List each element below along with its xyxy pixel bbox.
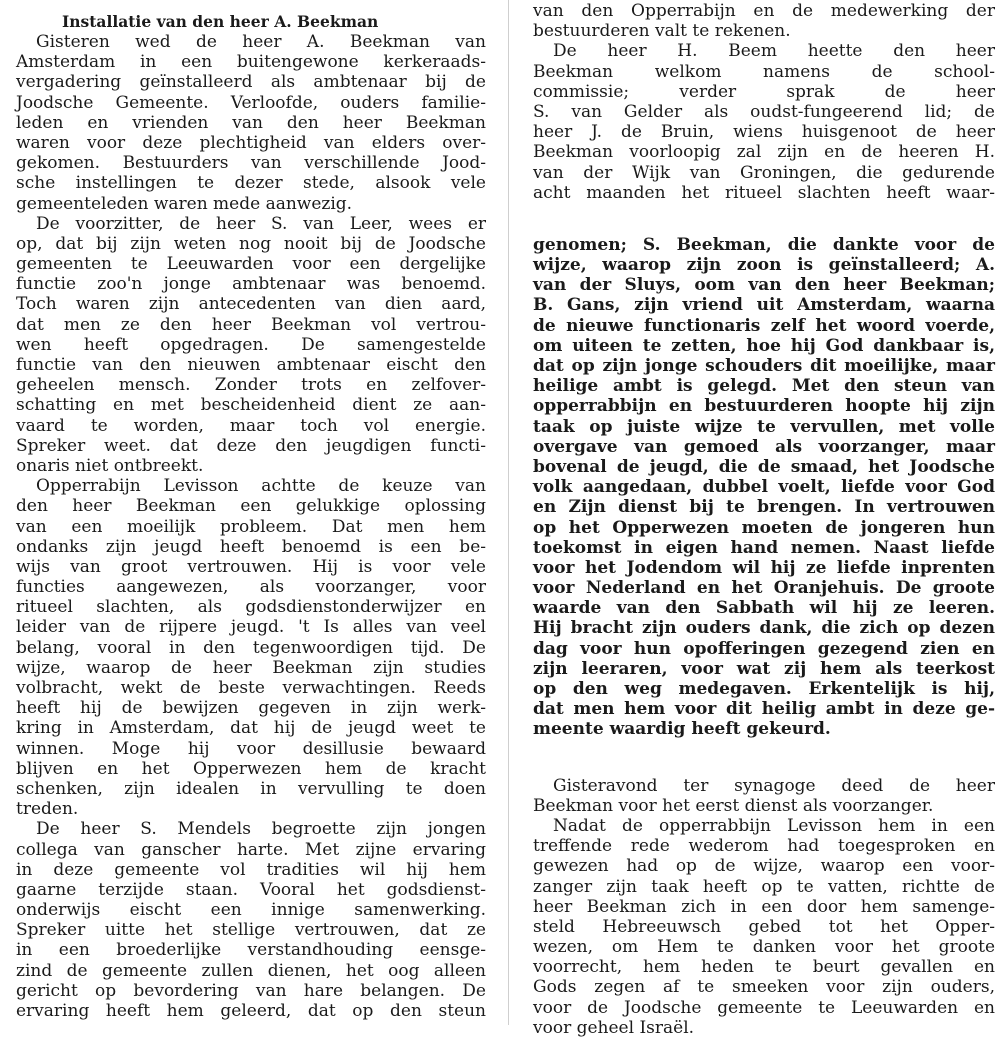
paragraph <box>16 819 486 1021</box>
text-line: schenken, zijn idealen in vervulling te doen <box>16 778 486 799</box>
text-line: zind de gemeente zullen dienen, het oog alleen <box>16 960 486 981</box>
text-line: acht maanden het ritueel slachten heeft waar- <box>533 182 995 203</box>
text-line: meente waardig heeft gekeurd. <box>533 719 831 740</box>
text-line: leden en vrienden van den heer Beekman <box>16 112 486 133</box>
text-line: functie van den nieuwen ambtenaar eischt den <box>16 355 486 375</box>
text-line: voor het Jodendom wil hij ze liefde inprenten <box>533 557 995 578</box>
text-line: collega van ganscher harte. Met zijne ervaring <box>16 839 486 860</box>
text-line: ondanks zijn jeugd heeft benoemd is een be- <box>16 536 486 557</box>
paragraph <box>533 816 995 1038</box>
text-line: blijven en het Opperwezen hem de kracht <box>16 758 486 779</box>
text-line: overgave van gemoed als voorzanger, maar <box>533 436 995 457</box>
text-line: in deze gemeente vol tradities wil hij hem <box>16 859 486 880</box>
text-line: toekomst in eigen hand nemen. Naast liefde <box>533 537 995 558</box>
paragraph <box>533 776 995 816</box>
text-line: op, dat bij zijn weten nog nooit bij de Joodsche <box>16 233 486 254</box>
right-column-bold-body <box>533 235 995 740</box>
text-line: om uiteen te zetten, hoe hij God dankbaar is, <box>533 335 995 356</box>
text-line: treden. <box>16 799 79 820</box>
text-line: volbracht, wekt de beste verwachtingen. Reeds <box>16 678 486 698</box>
text-line: in een broederlijke verstandhouding eensge- <box>16 940 486 961</box>
text-line: dat men hem voor dit heilig ambt in deze ge- <box>533 699 995 720</box>
text-line: zanger zijn taak heeft op te vatten, richtte de <box>533 876 995 897</box>
text-line: leider van de rijpere jeugd. 't Is alles van veel <box>16 617 486 638</box>
text-line: wijze, waarop de heer Beekman zijn studies <box>16 657 486 678</box>
text-line: voor de Joodsche gemeente te Leeuwarden en <box>533 997 995 1018</box>
left-column-body <box>16 32 486 1021</box>
text-line: vergadering geïnstalleerd als ambtenaar bij de <box>16 72 486 93</box>
text-line: waarde van den Sabbath wil hij ze leeren. <box>533 598 995 619</box>
paragraph <box>16 476 486 819</box>
text-line: ervaring heeft hem geleerd, dat op den steun <box>16 1001 486 1021</box>
text-line: voorrecht, hem heden te beurt gevallen en <box>533 957 995 978</box>
text-line: geheelen mensch. Zonder trots en zelfover- <box>16 375 486 396</box>
text-line: Beekman voorloopig zal zijn en de heeren H. <box>533 142 995 163</box>
text-line: belang, vooral in den tegenwoordigen tijd. De <box>16 637 486 658</box>
text-line: Gods zegen af te smeeken voor zijn ouders, <box>533 977 995 998</box>
text-line: Amsterdam in een buitengewone kerkeraads- <box>16 52 486 73</box>
text-line: gemeenteleden waren mede aanwezig. <box>16 193 353 214</box>
paragraph <box>16 32 486 214</box>
text-line: volk aangedaan, dubbel voelt, liefde voor God <box>533 477 995 498</box>
text-line: Joodsche Gemeente. Verloofde, ouders familie- <box>16 92 486 113</box>
text-line: wijze, waarop zijn zoon is geïnstalleerd; A. <box>533 255 995 276</box>
text-line: wijs van groot vertrouwen. Hij is voor vele <box>16 556 486 577</box>
text-line: kring in Amsterdam, dat hij de jeugd weet te <box>16 718 486 739</box>
text-line: op het Opperwezen moeten de jongeren hun <box>533 517 995 538</box>
text-line: gaarne terzijde staan. Vooral het godsdienst- <box>16 879 486 900</box>
text-line: heilige ambt is gelegd. Met den steun van <box>533 376 995 397</box>
text-line: taak op juiste wijze te vervullen, met volle <box>533 416 995 437</box>
text-line: schatting en met bescheidenheid dient ze aan- <box>16 395 486 416</box>
text-line: functie zoo'n jonge ambtenaar was benoemd. <box>16 274 486 295</box>
text-line: onderwijs eischt een innige samenwerking. <box>16 900 486 921</box>
text-line: functies aangewezen, als voorzanger, voor <box>16 577 486 598</box>
text-line: commissie; verder sprak de heer <box>533 81 995 102</box>
text-line: op den weg medegaven. Erkentelijk is hij, <box>533 679 995 699</box>
text-line: bestuurderen valt te rekenen. <box>533 21 791 42</box>
text-line: van den Opperrabijn en de medewerking der <box>533 1 995 21</box>
text-line: heer Beekman zich in een door hem samenge- <box>533 896 995 917</box>
text-line: de nieuwe functionaris zelf het woord voerde, <box>533 315 995 336</box>
text-line: gericht op bevordering van hare belangen. De <box>16 980 486 1001</box>
paragraph <box>16 214 486 476</box>
text-line: Nadat de opperrabbijn Levisson hem in een <box>553 815 995 836</box>
text-line: wezen, om Hem te danken voor het groote <box>533 937 995 958</box>
text-line: ritueel slachten, als godsdienstonderwijzer en <box>16 597 486 618</box>
text-line: gewezen had op de wijze, waarop een voor- <box>533 856 995 877</box>
left-column <box>16 0 486 1021</box>
text-line: onaris niet ontbreekt. <box>16 455 204 476</box>
text-line: heeft hij de bewijzen gegeven in zijn werk- <box>16 698 486 719</box>
right-column <box>533 0 995 1038</box>
text-line: van een moeilijk probleem. Dat men hem <box>16 516 486 537</box>
text-line: treffende rede wederom had toegesproken en <box>533 836 995 857</box>
text-line: van der Sluys, oom van den heer Beekman; <box>533 275 995 296</box>
text-line: heer J. de Bruin, wiens huisgenoot de heer <box>533 122 995 143</box>
text-line: dag voor hun opofferingen gezegend zien en <box>533 638 995 659</box>
paragraph <box>533 1 995 41</box>
text-line: De voorzitter, de heer S. van Leer, wees er <box>36 213 486 234</box>
text-line: vaard te worden, maar toch vol energie. <box>16 415 486 436</box>
text-line: De heer H. Beem heette den heer <box>553 41 995 62</box>
text-line: waren voor deze plechtigheid van elders over- <box>16 132 486 153</box>
text-line: winnen. Moge hij voor desillusie bewaard <box>16 738 486 759</box>
text-line: Opperrabijn Levisson achtte de keuze van <box>36 476 486 497</box>
right-column-top-body <box>533 1 995 203</box>
paragraph <box>533 235 995 740</box>
text-line: Hij bracht zijn ouders dank, die zich op dezen <box>533 618 995 639</box>
text-line: en Zijn dienst bij te brengen. In vertrouwen <box>533 497 995 518</box>
text-line: Gisteren wed de heer A. Beekman van <box>36 32 486 52</box>
text-line: Toch waren zijn antecedenten van dien aard, <box>16 294 486 315</box>
text-line: bovenal de jeugd, die de smaad, het Joodsche <box>533 456 995 477</box>
text-line: zijn leeraren, voor wat zij hem als teerkost <box>533 658 995 679</box>
column-divider <box>508 0 509 1025</box>
text-line: den heer Beekman een gelukkige oplossing <box>16 496 486 517</box>
text-line: dat men ze den heer Beekman vol vertrou- <box>16 314 486 335</box>
text-line: Beekman welkom namens de school- <box>533 61 995 82</box>
paragraph <box>533 41 995 203</box>
text-line: Gisteravond ter synagoge deed de heer <box>553 775 995 796</box>
text-line: van der Wijk van Groningen, die gedurende <box>533 162 995 183</box>
text-line: De heer S. Mendels begroette zijn jongen <box>36 819 486 840</box>
text-line: opperrabbijn en bestuurderen hoopte hij zijn <box>533 396 995 417</box>
text-line: B. Gans, zijn vriend uit Amsterdam, waarna <box>533 295 995 316</box>
text-line: steld Hebreeuwsch gebed tot het Opper- <box>533 916 995 937</box>
text-line: Beekman voor het eerst dienst als voorzanger. <box>533 795 934 816</box>
text-line: gekomen. Bestuurders van verschillende Jood- <box>16 153 486 174</box>
text-line: S. van Gelder als oudst-fungeerend lid; de <box>533 101 995 122</box>
text-line: genomen; S. Beekman, die dankte voor de <box>533 234 995 255</box>
text-line: Spreker weet. dat deze den jeugdigen functi- <box>16 435 486 456</box>
text-line: voor Nederland en het Oranjehuis. De groote <box>533 578 995 599</box>
column-break-gap <box>533 203 995 235</box>
text-line: gemeenten te Leeuwarden voor een dergelijke <box>16 254 486 275</box>
right-column-bottom-body <box>533 776 995 1038</box>
text-line: sche instellingen te dezer stede, alsook vele <box>16 173 486 194</box>
text-line: wen heeft opgedragen. De samengestelde <box>16 334 486 355</box>
section-break-gap <box>533 740 995 776</box>
text-line: Spreker uitte het stellige vertrouwen, dat ze <box>16 920 486 941</box>
text-line: voor geheel Israël. <box>533 1017 695 1038</box>
text-line: dat op zijn jonge schouders dit moeilijke, maar <box>533 356 995 376</box>
article-title: Installatie van den heer A. Beekman <box>62 12 379 31</box>
